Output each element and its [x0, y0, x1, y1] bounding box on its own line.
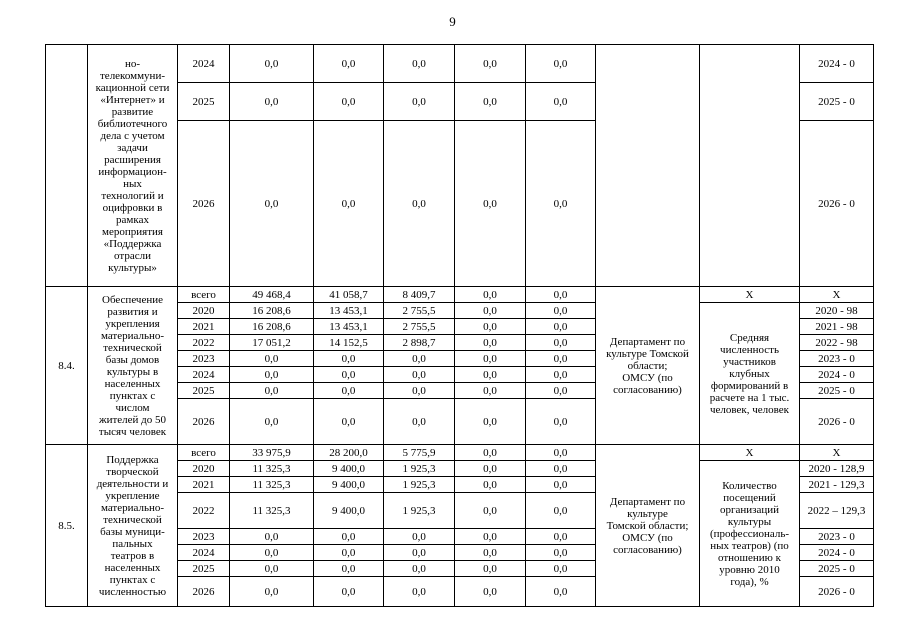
period-cell: 2025: [178, 383, 230, 399]
amount-federal-cell: 28 200,0: [314, 445, 384, 461]
period-cell: 2026: [178, 577, 230, 607]
amount-total-cell: 33 975,9: [230, 445, 314, 461]
indicator-name: Количество посещений организаций культуры (профессиональ- ных театров) (по отношению к уровню 2010 года), %: [700, 461, 800, 607]
amount-local-cell: 0,0: [455, 303, 526, 319]
amount-total-cell: 16 208,6: [230, 319, 314, 335]
period-cell: 2024: [178, 45, 230, 83]
indicator-value-cell: 2025 - 0: [800, 383, 874, 399]
amount-other-cell: 0,0: [526, 367, 596, 383]
amount-regional-cell: 0,0: [384, 83, 455, 121]
amount-other-cell: 0,0: [526, 121, 596, 287]
period-cell: 2024: [178, 545, 230, 561]
period-cell: 2020: [178, 461, 230, 477]
period-cell: всего: [178, 445, 230, 461]
indicator-name: [700, 45, 800, 287]
amount-total-cell: 11 325,3: [230, 461, 314, 477]
amount-other-cell: 0,0: [526, 577, 596, 607]
indicator-value-cell: 2023 - 0: [800, 529, 874, 545]
amount-local-cell: 0,0: [455, 493, 526, 529]
indicator-name: Средняя численность участников клубных формирований в расчете на 1 тыс. человек, человек: [700, 303, 800, 445]
amount-total-cell: 11 325,3: [230, 477, 314, 493]
table-row: [46, 445, 874, 461]
amount-regional-cell: 1 925,3: [384, 461, 455, 477]
program-table: [45, 44, 874, 607]
amount-local-cell: 0,0: [455, 445, 526, 461]
amount-other-cell: 0,0: [526, 319, 596, 335]
amount-regional-cell: 2 755,5: [384, 319, 455, 335]
amount-local-cell: 0,0: [455, 477, 526, 493]
amount-total-cell: 17 051,2: [230, 335, 314, 351]
amount-regional-cell: 0,0: [384, 45, 455, 83]
section-number: 8.4.: [46, 287, 88, 445]
amount-federal-cell: 0,0: [314, 399, 384, 445]
page-number: 9: [449, 14, 456, 29]
amount-total-cell: 0,0: [230, 351, 314, 367]
amount-regional-cell: 0,0: [384, 561, 455, 577]
indicator-value-cell: 2020 - 98: [800, 303, 874, 319]
amount-total-cell: 0,0: [230, 529, 314, 545]
amount-local-cell: 0,0: [455, 545, 526, 561]
amount-regional-cell: 0,0: [384, 351, 455, 367]
period-cell: 2023: [178, 351, 230, 367]
indicator-value-cell: 2024 - 0: [800, 45, 874, 83]
amount-other-cell: 0,0: [526, 83, 596, 121]
amount-regional-cell: 1 925,3: [384, 493, 455, 529]
amount-local-cell: 0,0: [455, 461, 526, 477]
amount-other-cell: 0,0: [526, 561, 596, 577]
amount-other-cell: 0,0: [526, 493, 596, 529]
amount-federal-cell: 0,0: [314, 121, 384, 287]
period-cell: 2020: [178, 303, 230, 319]
amount-regional-cell: 8 409,7: [384, 287, 455, 303]
indicator-value-cell: 2021 - 129,3: [800, 477, 874, 493]
section-number: 8.5.: [46, 445, 88, 607]
period-cell: 2026: [178, 121, 230, 287]
indicator-value-cell: X: [800, 445, 874, 461]
amount-regional-cell: 1 925,3: [384, 477, 455, 493]
amount-total-cell: 11 325,3: [230, 493, 314, 529]
amount-other-cell: 0,0: [526, 335, 596, 351]
amount-local-cell: 0,0: [455, 287, 526, 303]
amount-federal-cell: 0,0: [314, 545, 384, 561]
amount-regional-cell: 0,0: [384, 121, 455, 287]
period-cell: 2023: [178, 529, 230, 545]
program-table-body: [46, 45, 874, 607]
amount-other-cell: 0,0: [526, 545, 596, 561]
amount-federal-cell: 13 453,1: [314, 303, 384, 319]
responsible-department: Департамент по культуре Томской области; ОМСУ (по согласованию): [596, 287, 700, 445]
amount-federal-cell: 41 058,7: [314, 287, 384, 303]
amount-local-cell: 0,0: [455, 577, 526, 607]
amount-federal-cell: 0,0: [314, 577, 384, 607]
indicator-value-cell: 2024 - 0: [800, 367, 874, 383]
period-cell: 2022: [178, 335, 230, 351]
amount-federal-cell: 9 400,0: [314, 493, 384, 529]
amount-local-cell: 0,0: [455, 529, 526, 545]
amount-total-cell: 0,0: [230, 561, 314, 577]
amount-federal-cell: 14 152,5: [314, 335, 384, 351]
amount-local-cell: 0,0: [455, 383, 526, 399]
amount-regional-cell: 0,0: [384, 577, 455, 607]
period-cell: 2022: [178, 493, 230, 529]
amount-other-cell: 0,0: [526, 383, 596, 399]
amount-other-cell: 0,0: [526, 445, 596, 461]
section-description: Обеспечение развития и укрепления материально- технической базы домов культуры в населенных пунктах с числом жителей до 50 тысяч человек: [88, 287, 178, 445]
amount-total-cell: 0,0: [230, 367, 314, 383]
indicator-value-cell: 2022 - 98: [800, 335, 874, 351]
indicator-value-cell: 2026 - 0: [800, 577, 874, 607]
amount-federal-cell: 0,0: [314, 383, 384, 399]
amount-other-cell: 0,0: [526, 303, 596, 319]
amount-local-cell: 0,0: [455, 367, 526, 383]
table-row: [46, 45, 874, 83]
amount-federal-cell: 0,0: [314, 529, 384, 545]
indicator-value-cell: 2024 - 0: [800, 545, 874, 561]
amount-regional-cell: 0,0: [384, 529, 455, 545]
amount-local-cell: 0,0: [455, 121, 526, 287]
indicator-x-cell: X: [700, 445, 800, 461]
amount-other-cell: 0,0: [526, 461, 596, 477]
indicator-value-cell: 2025 - 0: [800, 561, 874, 577]
amount-local-cell: 0,0: [455, 319, 526, 335]
amount-other-cell: 0,0: [526, 477, 596, 493]
amount-total-cell: 16 208,6: [230, 303, 314, 319]
indicator-value-cell: 2026 - 0: [800, 399, 874, 445]
amount-regional-cell: 0,0: [384, 545, 455, 561]
indicator-value-cell: 2021 - 98: [800, 319, 874, 335]
amount-regional-cell: 2 755,5: [384, 303, 455, 319]
amount-local-cell: 0,0: [455, 83, 526, 121]
table-row: [46, 287, 874, 303]
amount-total-cell: 0,0: [230, 45, 314, 83]
amount-local-cell: 0,0: [455, 45, 526, 83]
period-cell: 2021: [178, 319, 230, 335]
indicator-value-cell: X: [800, 287, 874, 303]
amount-other-cell: 0,0: [526, 529, 596, 545]
amount-regional-cell: 2 898,7: [384, 335, 455, 351]
amount-local-cell: 0,0: [455, 561, 526, 577]
amount-total-cell: 0,0: [230, 399, 314, 445]
section-description: Поддержка творческой деятельности и укрепление материально- технической базы муници- пальных театров в населенных пунктах с численностью: [88, 445, 178, 607]
amount-other-cell: 0,0: [526, 399, 596, 445]
period-cell: 2021: [178, 477, 230, 493]
amount-total-cell: 0,0: [230, 545, 314, 561]
indicator-x-cell: X: [700, 287, 800, 303]
amount-other-cell: 0,0: [526, 45, 596, 83]
section-number: [46, 45, 88, 287]
indicator-value-cell: 2026 - 0: [800, 121, 874, 287]
amount-total-cell: 0,0: [230, 83, 314, 121]
amount-total-cell: 49 468,4: [230, 287, 314, 303]
amount-federal-cell: 0,0: [314, 351, 384, 367]
amount-federal-cell: 0,0: [314, 83, 384, 121]
amount-federal-cell: 9 400,0: [314, 477, 384, 493]
amount-federal-cell: 0,0: [314, 367, 384, 383]
amount-federal-cell: 9 400,0: [314, 461, 384, 477]
indicator-value-cell: 2022 – 129,3: [800, 493, 874, 529]
responsible-department: Департамент по культуре Томской области; ОМСУ (по согласованию): [596, 445, 700, 607]
amount-regional-cell: 5 775,9: [384, 445, 455, 461]
responsible-department: [596, 45, 700, 287]
amount-federal-cell: 0,0: [314, 45, 384, 83]
amount-total-cell: 0,0: [230, 121, 314, 287]
indicator-value-cell: 2025 - 0: [800, 83, 874, 121]
amount-local-cell: 0,0: [455, 351, 526, 367]
amount-other-cell: 0,0: [526, 287, 596, 303]
amount-other-cell: 0,0: [526, 351, 596, 367]
period-cell: 2026: [178, 399, 230, 445]
period-cell: всего: [178, 287, 230, 303]
amount-regional-cell: 0,0: [384, 367, 455, 383]
period-cell: 2025: [178, 561, 230, 577]
amount-regional-cell: 0,0: [384, 399, 455, 445]
period-cell: 2025: [178, 83, 230, 121]
amount-federal-cell: 0,0: [314, 561, 384, 577]
indicator-value-cell: 2020 - 128,9: [800, 461, 874, 477]
amount-local-cell: 0,0: [455, 335, 526, 351]
amount-federal-cell: 13 453,1: [314, 319, 384, 335]
indicator-value-cell: 2023 - 0: [800, 351, 874, 367]
amount-local-cell: 0,0: [455, 399, 526, 445]
period-cell: 2024: [178, 367, 230, 383]
section-description: но- телекоммуни- кационной сети «Интернет» и развитие библиотечного дела с учетом задачи расширения информацион- ных технологий и оцифровки в рамках мероприятия «Поддержка отрасли культуры»: [88, 45, 178, 287]
amount-total-cell: 0,0: [230, 383, 314, 399]
amount-total-cell: 0,0: [230, 577, 314, 607]
amount-regional-cell: 0,0: [384, 383, 455, 399]
